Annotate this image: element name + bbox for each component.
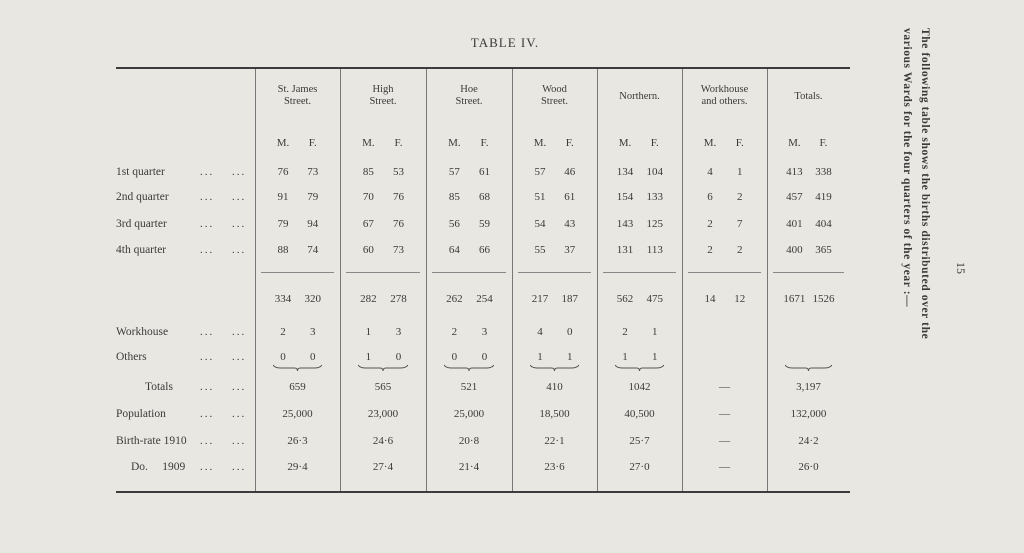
leader-dots: ...: [232, 408, 247, 420]
table-cell: 54: [534, 218, 546, 230]
table-cell: 67: [362, 218, 374, 230]
table-cell: 56: [448, 218, 460, 230]
row-label-summary: Totals: [145, 381, 173, 393]
subtotal-cell: 217: [531, 293, 549, 305]
sum-rule: [261, 272, 334, 273]
summary-cell: 24·2: [798, 435, 819, 447]
column-divider: [512, 69, 513, 491]
table-cell: 1: [567, 351, 573, 363]
brace-glyph: [785, 364, 832, 372]
subtotal-cell: 282: [360, 293, 377, 305]
summary-cell: 22·1: [544, 435, 565, 447]
table-cell: 4: [707, 166, 713, 178]
table-cell: 53: [392, 166, 404, 178]
column-header-line1: Totals.: [794, 91, 823, 102]
summary-cell: 18,500: [539, 408, 570, 420]
table-cell: 1: [365, 326, 372, 338]
subtotal-cell: 334: [274, 293, 292, 305]
table-cell: 59: [478, 218, 490, 230]
column-header-line1: Wood: [542, 84, 567, 95]
sum-rule: [346, 272, 420, 273]
sum-rule: [688, 272, 761, 273]
brace-glyph: [530, 364, 579, 372]
table-cell: 76: [392, 191, 404, 203]
table-cell: 46: [564, 166, 576, 178]
table-cell: 134: [616, 166, 634, 178]
table-cell: 0: [395, 351, 402, 363]
column-divider: [340, 69, 341, 491]
column-header-line1: High: [372, 84, 394, 95]
subtotal-cell: 320: [304, 293, 322, 305]
table-cell: 0: [451, 351, 458, 363]
column-header-line2: Street.: [283, 96, 312, 107]
row-label: 3rd quarter: [116, 218, 167, 230]
table-cell: 76: [277, 166, 289, 178]
row-label-summary: Birth-rate 1910: [116, 435, 187, 447]
summary-cell: 132,000: [790, 408, 827, 420]
summary-cell: 20·8: [458, 435, 480, 447]
table-cell: 0: [280, 351, 286, 363]
table-cell: 338: [815, 166, 832, 178]
table-cell: 2: [737, 244, 743, 256]
row-label: 2nd quarter: [116, 191, 169, 203]
leader-dots: ...: [200, 191, 215, 203]
row-label: 1st quarter: [116, 166, 165, 178]
subtotal-cell: 12: [734, 293, 746, 305]
male-header: M.: [533, 137, 547, 149]
female-header: F.: [735, 137, 744, 149]
table-cell: 143: [616, 218, 634, 230]
summary-cell: —: [719, 381, 730, 393]
leader-dots: ...: [232, 191, 247, 203]
summary-cell: 565: [374, 381, 392, 393]
leader-dots: ...: [232, 351, 247, 363]
table-cell: 0: [310, 351, 316, 363]
subtotal-cell: 14: [704, 293, 716, 305]
table-cell: 2: [707, 218, 713, 230]
summary-cell: 521: [460, 381, 478, 393]
summary-cell: 21·4: [458, 461, 480, 473]
column-divider: [255, 69, 256, 491]
table-cell: 3: [310, 326, 316, 338]
female-header: F.: [480, 137, 489, 149]
summary-cell: 27·4: [372, 461, 394, 473]
female-header: F.: [819, 137, 828, 149]
table-cell: 79: [307, 191, 319, 203]
table-cell: 1: [537, 351, 543, 363]
table-cell: 0: [481, 351, 488, 363]
table-cell: 68: [478, 191, 490, 203]
table-cell: 413: [786, 166, 803, 178]
table-cell: 154: [616, 191, 634, 203]
table-cell: 91: [277, 191, 289, 203]
sum-rule: [518, 272, 591, 273]
summary-cell: 3,197: [796, 381, 821, 393]
bottom-rule: [116, 491, 850, 493]
subtotal-cell: 262: [446, 293, 463, 305]
table-cell: 133: [646, 191, 664, 203]
subtotal-cell: 254: [476, 293, 493, 305]
subtotal-cell: 1671: [783, 293, 806, 305]
male-header: M.: [362, 137, 375, 149]
table-cell: 85: [448, 191, 460, 203]
summary-cell: 410: [546, 381, 563, 393]
leader-dots: ...: [232, 381, 247, 393]
male-header: M.: [618, 137, 632, 149]
table-cell: 64: [448, 244, 460, 256]
summary-cell: 25,000: [282, 408, 313, 420]
brace-glyph: [444, 364, 494, 372]
table-cell: 55: [534, 244, 546, 256]
brace-glyph: [273, 364, 322, 372]
summary-cell: 659: [289, 381, 306, 393]
table-cell: 73: [392, 244, 404, 256]
column-divider: [597, 69, 598, 491]
column-header-line2: Street.: [369, 96, 397, 107]
summary-cell: 29·4: [287, 461, 308, 473]
leader-dots: ...: [232, 166, 247, 178]
leader-dots: ...: [200, 408, 215, 420]
leader-dots: ...: [200, 166, 215, 178]
subtotal-cell: 475: [646, 293, 664, 305]
leader-dots: ...: [200, 461, 215, 473]
leader-dots: ...: [232, 218, 247, 230]
summary-cell: 26·3: [287, 435, 308, 447]
summary-cell: 27·0: [629, 461, 650, 473]
table-cell: 131: [616, 244, 634, 256]
leader-dots: ...: [232, 326, 247, 338]
table-cell: 94: [307, 218, 319, 230]
table-cell: 4: [537, 326, 543, 338]
table-cell: 1: [652, 351, 658, 363]
table-cell: 2: [451, 326, 458, 338]
summary-cell: 26·0: [798, 461, 819, 473]
table-cell: 85: [362, 166, 374, 178]
table-cell: 1: [652, 326, 658, 338]
top-rule: [116, 67, 850, 69]
row-label-others: Others: [116, 351, 147, 363]
page-number: 15: [954, 262, 968, 274]
column-header-line2: Street.: [540, 96, 569, 107]
leader-dots: ...: [232, 435, 247, 447]
table-cell: 37: [564, 244, 576, 256]
table-cell: 43: [564, 218, 576, 230]
leader-dots: ...: [200, 351, 215, 363]
summary-cell: 24·6: [372, 435, 394, 447]
table-cell: 2: [280, 326, 286, 338]
table-cell: 3: [481, 326, 488, 338]
leader-dots: ...: [200, 381, 215, 393]
table-cell: 2: [737, 191, 743, 203]
summary-cell: 25·7: [629, 435, 650, 447]
leader-dots: ...: [200, 435, 215, 447]
table-cell: 2: [622, 326, 628, 338]
table-cell: 61: [564, 191, 576, 203]
table-cell: 457: [786, 191, 803, 203]
female-header: F.: [394, 137, 403, 149]
table-cell: 70: [362, 191, 374, 203]
leader-dots: ...: [232, 461, 247, 473]
table-caption: [898, 28, 934, 508]
table-cell: 7: [737, 218, 743, 230]
table-cell: 400: [786, 244, 803, 256]
table-cell: 365: [815, 244, 832, 256]
table-cell: 404: [815, 218, 832, 230]
male-header: M.: [276, 137, 290, 149]
row-label: 4th quarter: [116, 244, 167, 256]
column-divider: [682, 69, 683, 491]
table-cell: 88: [277, 244, 289, 256]
summary-cell: 25,000: [453, 408, 485, 420]
subtotal-cell: 1526: [812, 293, 835, 305]
column-header-line1: St. James: [277, 84, 318, 95]
sum-rule: [603, 272, 676, 273]
table-cell: 0: [567, 326, 573, 338]
summary-cell: —: [719, 435, 730, 447]
row-label-summary: Population: [116, 408, 166, 420]
summary-cell: 40,500: [624, 408, 655, 420]
table-cell: 74: [307, 244, 319, 256]
leader-dots: ...: [200, 218, 215, 230]
column-header-line2: and others.: [701, 96, 748, 107]
column-divider: [767, 69, 768, 491]
row-label-workhouse: Workhouse: [116, 326, 169, 338]
sum-rule: [773, 272, 844, 273]
sum-rule: [432, 272, 506, 273]
male-header: M.: [788, 137, 801, 149]
table-cell: 401: [786, 218, 803, 230]
summary-cell: 23·6: [544, 461, 565, 473]
column-header-line1: Northern.: [619, 91, 660, 102]
brace-glyph: [615, 364, 664, 372]
male-header: M.: [448, 137, 461, 149]
table-cell: 57: [448, 166, 460, 178]
summary-cell: —: [719, 408, 730, 420]
table-cell: 57: [534, 166, 546, 178]
table-cell: 51: [534, 191, 546, 203]
column-header-line1: Hoe: [460, 84, 478, 95]
table-cell: 60: [362, 244, 374, 256]
table-cell: 1: [622, 351, 628, 363]
caption-line-2: various Wards for the four quarters of the year :—: [901, 28, 913, 308]
table-cell: 76: [392, 218, 404, 230]
table-cell: 61: [478, 166, 490, 178]
table-cell: 73: [307, 166, 319, 178]
table-cell: 104: [646, 166, 664, 178]
female-header: F.: [308, 137, 317, 149]
table-cell: 113: [646, 244, 663, 256]
table-cell: 419: [815, 191, 832, 203]
table-cell: 6: [707, 191, 713, 203]
table-cell: 1: [737, 166, 743, 178]
table-cell: 1: [365, 351, 372, 363]
table-cell: 125: [646, 218, 664, 230]
table-cell: 79: [277, 218, 289, 230]
female-header: F.: [565, 137, 574, 149]
brace-glyph: [358, 364, 408, 372]
leader-dots: ...: [232, 244, 247, 256]
leader-dots: ...: [200, 326, 215, 338]
caption-line-1: The following table shows the births distributed over the: [919, 28, 931, 340]
leader-dots: ...: [200, 244, 215, 256]
subtotal-cell: 278: [390, 293, 407, 305]
male-header: M.: [703, 137, 717, 149]
table-cell: 66: [478, 244, 490, 256]
table-cell: 3: [395, 326, 402, 338]
subtotal-cell: 562: [616, 293, 634, 305]
column-divider: [426, 69, 427, 491]
subtotal-cell: 187: [561, 293, 579, 305]
summary-cell: 1042: [628, 381, 651, 393]
summary-cell: —: [719, 461, 730, 473]
column-header-line1: Workhouse: [700, 84, 749, 95]
table-title: TABLE IV.: [470, 35, 540, 50]
row-label-summary: Do. 1909: [131, 461, 186, 473]
table-cell: 2: [707, 244, 713, 256]
column-header-line2: Street.: [455, 96, 483, 107]
female-header: F.: [650, 137, 659, 149]
summary-cell: 23,000: [367, 408, 399, 420]
